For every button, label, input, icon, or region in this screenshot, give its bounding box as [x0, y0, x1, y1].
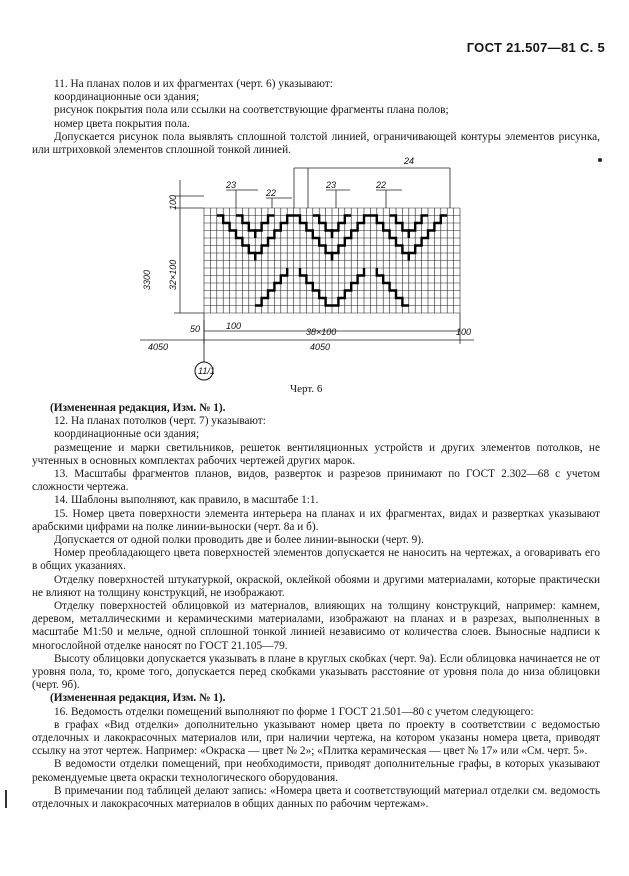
- paragraph: 15. Номер цвета поверхности элемента интерьера на планах и их фрагментах, видах и развертках указывают арабскими цифрами на полке линии-выноски (черт. 8а и б).: [32, 507, 600, 533]
- paragraph: Высоту облицовки допускается указывать в плане в круглых скобках (черт. 9а). Если облицовка начинается не от уровня пола, то, кроме того, допускается перед скобками указывать расстояние от уровня пола до низа облицовки (черт. 9б).: [32, 652, 600, 692]
- paragraph: Отделку поверхностей облицовкой из материалов, влияющих на толщину конструкций, например: камнем, деревом, металлическими и керамическими материалами, изображают на планах и в разрезах, выполненных в масштабе М1:50 и мельче, одной сплошной тонкой линией независимо от количества слоев. Выносные надписи к многослойной отделке наносят по ГОСТ 21.105—79.: [32, 600, 600, 652]
- paragraph: В ведомости отделки помещений, при необходимости, приводят дополнительные графы, в которых указывают рекомендуемые цвета окраски технологического оборудования.: [32, 758, 600, 784]
- label-22-a: 22: [266, 188, 277, 198]
- scan-speck: [598, 158, 602, 162]
- paragraph: 11. На планах полов и их фрагментах (черт. 6) указывают:: [54, 78, 333, 90]
- dimension-lines: [140, 168, 474, 344]
- pattern-stair: [236, 216, 255, 239]
- floor-plan-drawing: [140, 150, 475, 385]
- paragraph: размещение и марки светильников, решеток вентиляционных устройств и других элементов потолков, не учтенных в основных комплектах рабочих чертежей других марок.: [32, 441, 600, 467]
- revision-note: (Измененная редакция, Изм. № 1).: [50, 692, 226, 705]
- label-3300: 3300: [142, 269, 152, 290]
- pattern-stair: [255, 268, 287, 306]
- page-header: ГОСТ 21.507—81 С. 5: [466, 40, 605, 55]
- paragraph: Допускается от одной полки проводить две и более линии-выноски (черт. 9).: [54, 534, 424, 547]
- paragraph: рисунок покрытия пола или ссылки на соответствующие фрагменты плана полов;: [54, 104, 449, 117]
- axis-label: 11/1: [198, 366, 215, 376]
- pattern-stair: [377, 268, 409, 306]
- label-100-bl: 100: [226, 321, 242, 331]
- paragraph: Номер преобладающего цвета поверхностей элементов допускается не наносить на чертежах, а оговаривать его в общих указаниях.: [32, 547, 600, 573]
- pattern-stair: [332, 268, 364, 306]
- paragraph: 16. Ведомость отделки помещений выполняют по форме 1 ГОСТ 21.501—80 с учетом следующего:: [54, 705, 534, 718]
- paragraph: Допускается рисунок пола выявлять сплошной толстой линией, ограничивающей контуры элементов рисунка, или штриховкой элементов сплошной тонкой линией.: [32, 130, 600, 157]
- sections-12-16: [32, 402, 600, 811]
- label-38x100: 38×100: [306, 327, 337, 337]
- label-32x100: 32×100: [168, 259, 178, 290]
- paragraph: координационные оси здания;: [54, 91, 200, 104]
- paragraph: номер цвета покрытия пола.: [54, 117, 190, 130]
- revision-note: (Измененная редакция, Изм. № 1).: [50, 402, 226, 414]
- label-100-top: 100: [168, 194, 178, 210]
- pattern-stair: [409, 216, 428, 239]
- paragraph: 12. На планах потолков (черт. 7) указывают:: [54, 415, 266, 428]
- pattern-stair: [332, 216, 351, 239]
- paragraph: Отделку поверхностей штукатуркой, окраской, оклейкой обоями и другими материалами, которые практически не влияют на толщину конструкций, не изображают.: [32, 573, 600, 599]
- label-22-b: 22: [376, 180, 387, 190]
- pattern-stair: [255, 216, 274, 239]
- pattern-stair: [390, 216, 409, 239]
- label-23-b: 23: [326, 180, 337, 190]
- label-100-br: 100: [456, 327, 472, 337]
- label-4050-main: 4050: [310, 342, 331, 352]
- paragraph: координационные оси здания;: [54, 428, 200, 441]
- label-4050-left: 4050: [148, 342, 169, 352]
- label-24: 24: [404, 156, 415, 166]
- paragraph: в графах «Вид отделки» дополнительно указывают номер цвета по проекту в соответствии с ведомостью отделочных и лакокрасочных материалов или, при наличии чертежа, на котором указаны номера цвета, приводят ссылку на этот чертеж. Например: «Окраска — цвет № 2»; «Плитка керамическая — цвет № 17» или «См. черт. 5».: [32, 718, 600, 758]
- figure-caption: Черт. 6: [290, 383, 323, 395]
- label-50: 50: [190, 324, 201, 334]
- paragraph: 14. Шаблоны выполняют, как правило, в масштабе 1:1.: [54, 494, 319, 507]
- paragraph: 13. Масштабы фрагментов планов, видов, разверток и разрезов принимают по ГОСТ 2.302—68 с учетом сложности чертежа.: [32, 468, 600, 494]
- paragraph: В примечании под таблицей делают запись: «Номера цвета и соответствующий материал отделки см. ведомость отделочных и лакокрасочных материалов в общих данных по рабочим чертежам».: [32, 784, 600, 811]
- section-11: [32, 78, 600, 157]
- label-23-a: 23: [226, 180, 237, 190]
- pattern-stair: [300, 268, 332, 306]
- margin-mark: [5, 790, 7, 808]
- pattern-stair: [313, 216, 332, 239]
